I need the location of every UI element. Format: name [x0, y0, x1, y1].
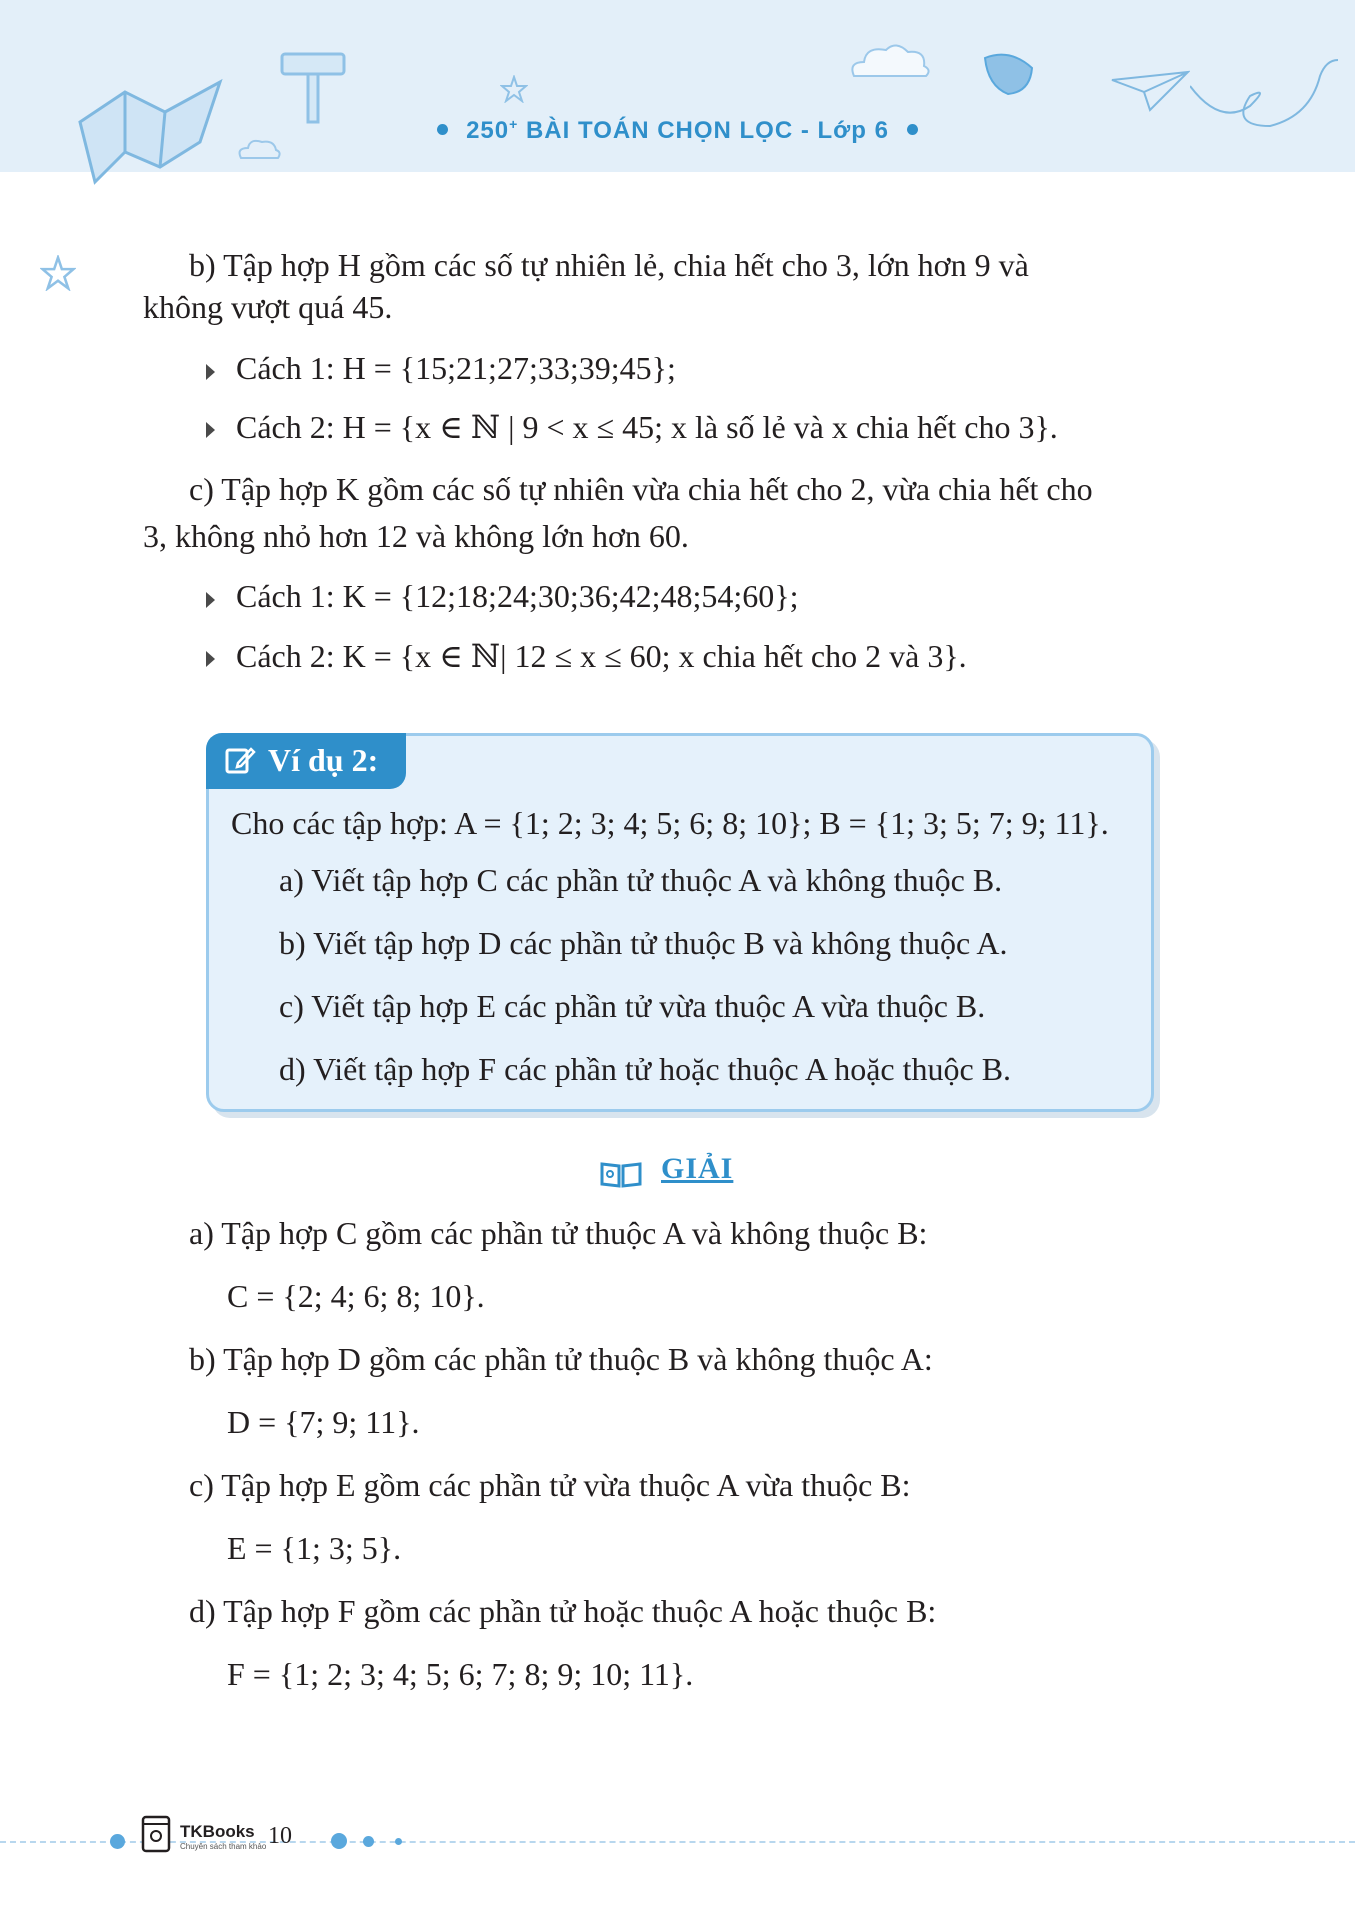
footer-brand-sub: Chuyên sách tham khảo [180, 1842, 267, 1851]
example-item-d: d) Viết tập hợp F các phần tử hoặc thuộc A hoặc thuộc B. [279, 1051, 1012, 1087]
section-b-text [143, 242, 1198, 289]
title-dot-left [437, 124, 448, 135]
page-number: 10 [268, 1823, 292, 1849]
page-header [0, 0, 1355, 172]
solution-result-b: D = {7; 9; 11}. [227, 1404, 420, 1440]
footer-dot [395, 1838, 402, 1845]
section-c-cach2: Cách 2: K = {x ∈ ℕ| 12 ≤ x ≤ 60; x chia hết cho 2 và 3}. [236, 638, 967, 674]
example-intro: Cho các tập hợp: A = {1; 2; 3; 4; 5; 6; 8; 10}; B = {1; 3; 5; 7; 9; 11}. [231, 805, 1109, 841]
bullet-icon [206, 592, 215, 608]
section-b-line1: b) Tập hợp H gồm các số tự nhiên lẻ, chia hết cho 3, lớn hơn 9 và [189, 247, 1029, 283]
solution-item-a: a) Tập hợp C gồm các phần tử thuộc A và không thuộc B: [189, 1215, 928, 1251]
footer-dot [110, 1834, 125, 1849]
title-number: 250 [466, 117, 510, 144]
solution-result-d: F = {1; 2; 3; 4; 5; 6; 7; 8; 9; 10; 11}. [227, 1656, 694, 1692]
open-book-icon [598, 1160, 644, 1190]
example-item-a: a) Viết tập hợp C các phần tử thuộc A và không thuộc B. [279, 862, 1003, 898]
star-icon [500, 75, 528, 103]
example-label: Ví dụ 2: [268, 742, 379, 778]
solution-result-c: E = {1; 3; 5}. [227, 1530, 402, 1566]
bullet-icon [206, 651, 215, 667]
edit-note-icon [224, 745, 256, 777]
star-icon [40, 255, 76, 291]
solution-heading [661, 1152, 733, 1186]
section-c-cach1: Cách 1: K = {12;18;24;30;36;42;48;54;60}; [236, 578, 799, 614]
footer-brand: TKBooks [180, 1822, 255, 1841]
paper-plane-icon [1110, 70, 1190, 114]
footer-dot [363, 1836, 374, 1847]
example-item-b: b) Viết tập hợp D các phần tử thuộc B và không thuộc A. [279, 925, 1008, 961]
section-b-line2: không vượt quá 45. [143, 289, 393, 325]
section-c-line2: 3, không nhỏ hơn 12 và không lớn hơn 60. [143, 518, 689, 554]
signpost-icon [280, 52, 350, 124]
bullet-icon [206, 364, 215, 380]
bullet-icon [206, 422, 215, 438]
solution-item-d: d) Tập hợp F gồm các phần tử hoặc thuộc A hoặc thuộc B: [189, 1593, 937, 1629]
solution-heading-text: GIẢI [661, 1152, 734, 1185]
solution-item-b: b) Tập hợp D gồm các phần tử thuộc B và không thuộc A: [189, 1341, 933, 1377]
footer-dot [331, 1833, 347, 1849]
section-b-cach1: Cách 1: H = {15;21;27;33;39;45}; [236, 350, 676, 386]
solution-item-c: c) Tập hợp E gồm các phần tử vừa thuộc A vừa thuộc B: [189, 1467, 911, 1503]
example-item-c: c) Viết tập hợp E các phần tử vừa thuộc A vừa thuộc B. [279, 988, 986, 1024]
cloud-icon [848, 40, 932, 80]
header-title [0, 116, 1355, 145]
solution-result-a: C = {2; 4; 6; 8; 10}. [227, 1278, 485, 1314]
title-text: BÀI TOÁN CHỌN LỌC - Lớp 6 [518, 117, 889, 144]
tkbooks-logo-icon [140, 1814, 174, 1854]
section-b-cach2: Cách 2: H = {x ∈ ℕ | 9 < x ≤ 45; x là số lẻ và x chia hết cho 3}. [236, 409, 1058, 445]
title-dot-right [907, 124, 918, 135]
section-c-line1: c) Tập hợp K gồm các số tự nhiên vừa chia hết cho 2, vừa chia hết cho [189, 471, 1093, 507]
example-tag [206, 733, 406, 789]
leaf-icon [980, 48, 1040, 98]
title-plus: + [509, 116, 519, 132]
